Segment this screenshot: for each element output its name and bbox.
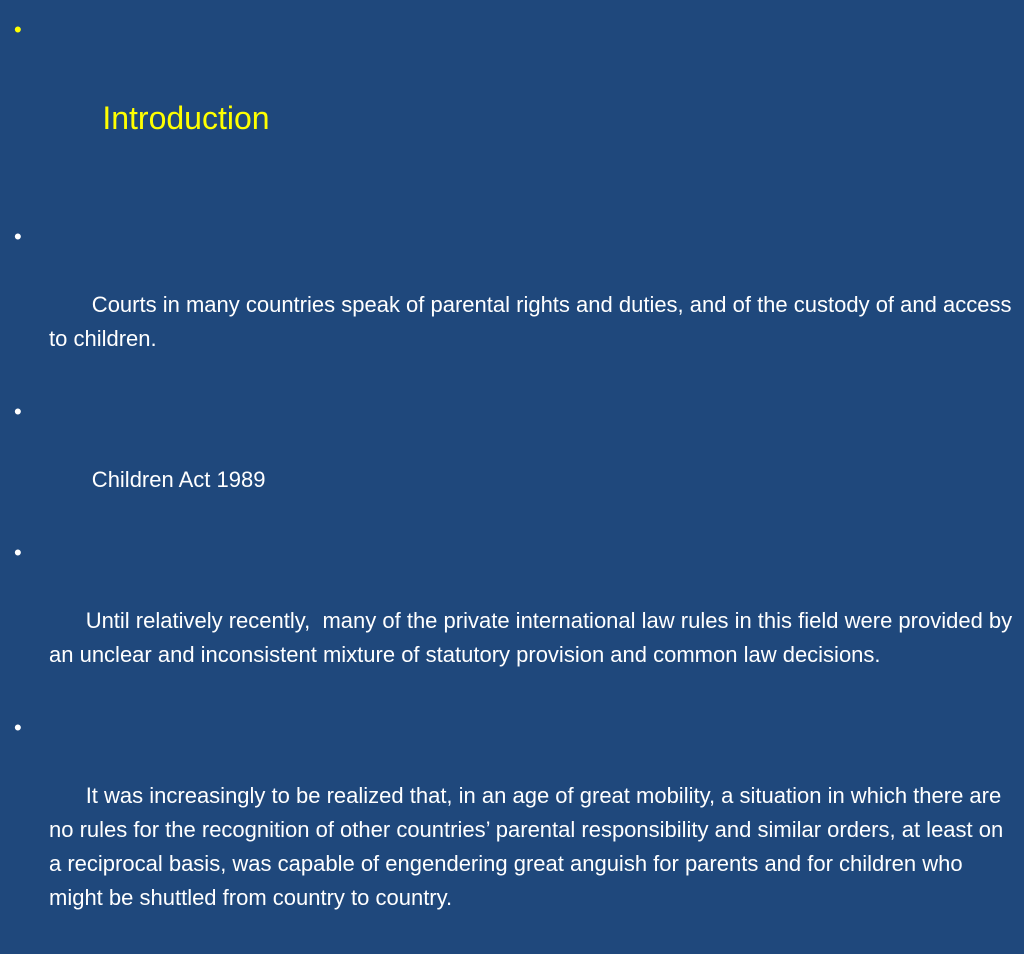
bullet-text: Until relatively recently, many of the private international law rules in this field were provided by an unclear and inconsistent mixture of statutory provision and common law decisions. (49, 608, 1019, 667)
bullet-dot-icon: • (14, 540, 22, 565)
bullet-text: It was increasingly to be realized that, in an age of great mobility, a situation in which there are no rules for the recognition of other countries’ parental responsibility and similar orders, at least on a reciprocal basis, was capable of engendering great anguish for parents and for children who might be shuttled from country to country. (49, 783, 1010, 910)
bullet-item (14, 711, 1014, 949)
bullet-item (14, 220, 1018, 390)
slide-title: Introduction (102, 100, 270, 136)
slide-title-item (14, 8, 1014, 184)
bullet-dot-icon: • (14, 715, 22, 740)
bullet-text: Children Act 1989 (85, 467, 266, 492)
bullet-dot-icon: • (14, 224, 22, 249)
bullet-dot-icon: • (14, 399, 22, 424)
bullet-list (14, 8, 1019, 954)
bullet-dot-icon: • (14, 17, 22, 42)
bullet-text: Courts in many countries speak of parental rights and duties, and of the custody of and access to children. (49, 292, 1018, 351)
bullet-item (14, 395, 1014, 531)
bullet-item (14, 536, 1019, 706)
